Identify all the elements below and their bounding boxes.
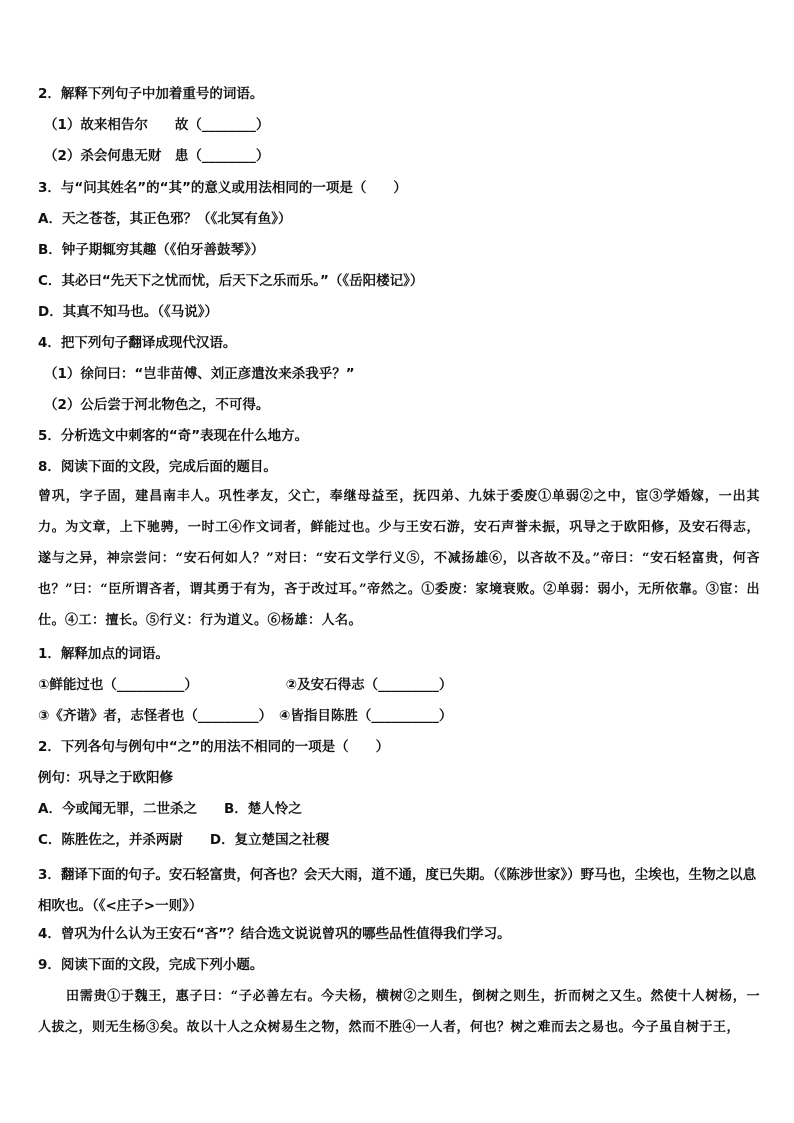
line-q3-a: A．天之苍苍，其正色邪？（《北冥有鱼》） bbox=[38, 211, 292, 227]
line-q8: 8．阅读下面的文段，完成后面的题目。 bbox=[38, 459, 277, 475]
line-q5: 5．分析选文中刺客的“奇”表现在什么地方。 bbox=[38, 428, 309, 444]
line-q1-row1: ①鲜能过也（__________） ②及安石得志（_________） bbox=[38, 677, 453, 693]
line-q1-title: 1．解释加点的词语。 bbox=[38, 646, 169, 662]
line-q9: 9．阅读下面的文段，完成下列小题。 bbox=[38, 957, 264, 973]
line-q2b-ex: 例句：巩导之于欧阳修 bbox=[38, 770, 173, 786]
line-q1-row2: ③《齐谐》者，志怪者也（_________） ④皆指目陈胜（__________） bbox=[38, 708, 453, 724]
line-q2-title: 2．解释下列句子中加着重号的词语。 bbox=[38, 86, 264, 102]
line-q4b: 4．曾巩为什么认为王安石“吝”？结合选文说说曾巩的哪些品性值得我们学习。 bbox=[38, 926, 511, 942]
line-q2b-title: 2．下列各句与例句中“之”的用法不相同的一项是（ ） bbox=[38, 739, 390, 755]
passage-tian-xu: 田需贵①于魏王，惠子曰：“子必善左右。今夫杨，横树②之则生，倒树之则生，折而树之又生。然使十人树杨，一人拔之，则无生杨③矣。故以十人之众树易生之物，然而不胜④一人者，何也？树之难而去之易也。今子虽自树于王， bbox=[38, 989, 760, 1035]
line-q2-2: （2）杀会何患无财 患（________） bbox=[44, 148, 270, 164]
line-q2b-cd: C．陈胜佐之，并杀两尉 D．复立楚国之社稷 bbox=[38, 832, 330, 848]
line-q4-1: （1）徐问曰：“岂非苗傅、刘正彦遣汝来杀我乎？” bbox=[44, 366, 355, 382]
line-q4-title: 4．把下列句子翻译成现代汉语。 bbox=[38, 335, 237, 351]
line-q4-2: （2）公后尝于河北物色之，不可得。 bbox=[44, 397, 270, 413]
line-q3-d: D．其真不知马也。（《马说》） bbox=[38, 304, 218, 320]
line-q3-c: C．其必曰“先天下之忧而忧，后天下之乐而乐。”（《岳阳楼记》） bbox=[38, 273, 424, 289]
passage-zeng-gong: 曾巩，字子固，建昌南丰人。巩性孝友，父亡，奉继母益至，抚四弟、九妹于委废①单弱②之中，宦③学婚嫁，一出其力。为文章，上下驰骋，一时工④作文词者，鲜能过也。少与王安石游，安石声誉未振，巩导之于欧阳修，及安石得志，遂与之异，神宗尝问：“安石何如人？”对曰：“安石文学行义⑤，不减扬雄⑥，以吝故不及。”帝曰：“安石轻富贵，何吝也？”曰：“臣所谓吝者，谓其勇于有为，吝于改过耳。”帝然之。①委废：家境衰败。②单弱：弱小，无所依靠。③宦：出仕。④工：擅长。⑤行义：行为道义。⑥杨雄：人名。 bbox=[38, 489, 760, 628]
question-3-translate: 3．翻译下面的句子。安石轻富贵，何吝也？会天大雨，道不通，度已失期。（《陈涉世家》）野马也，尘埃也，生物之以息相吹也。（《<庄子>一则》） bbox=[38, 867, 757, 914]
line-q3-b: B．钟子期辄穷其趣（《伯牙善鼓琴》） bbox=[38, 242, 265, 258]
line-q2-1: （1）故来相告尔 故（________） bbox=[44, 117, 270, 133]
line-q2b-ab: A．今或闻无罪，二世杀之 B．楚人怜之 bbox=[38, 801, 302, 817]
line-q3-title: 3．与“问其姓名”的“其”的意义或用法相同的一项是（ ） bbox=[38, 180, 407, 196]
